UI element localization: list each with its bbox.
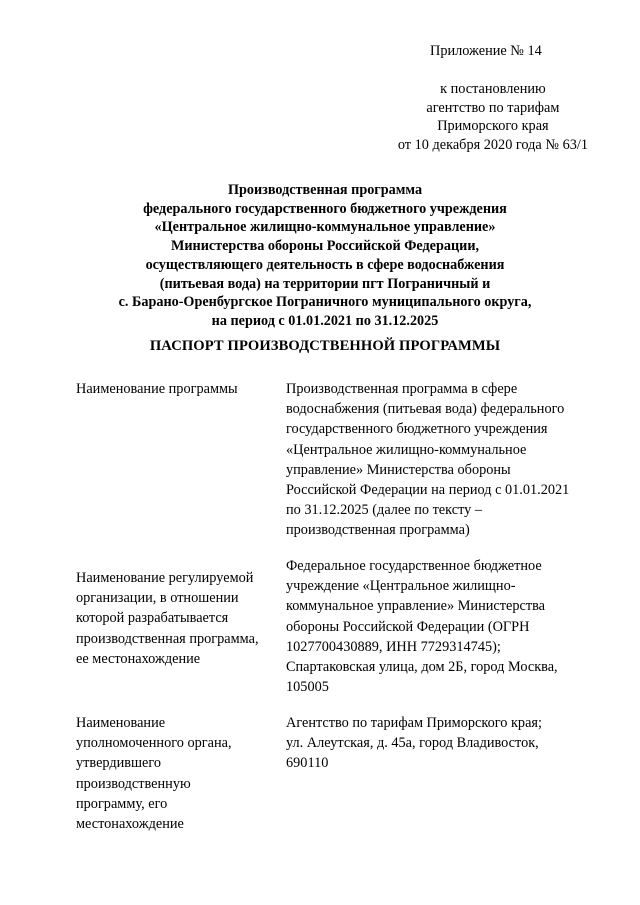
value-line: по 31.12.2025 (далее по тексту –	[286, 502, 483, 519]
document-title	[60, 181, 590, 331]
row-label	[76, 379, 276, 399]
label-line: утвердившего	[76, 755, 162, 772]
value-line: 690110	[286, 755, 329, 772]
title-line: «Центральное жилищно-коммунальное управление»	[154, 219, 496, 236]
row-label	[76, 713, 276, 834]
label-line: ее местонахождение	[76, 650, 201, 667]
value-line: ул. Алеутская, д. 45а, город Владивосток,	[286, 735, 539, 752]
title-line: на период с 01.01.2021 по 31.12.2025	[211, 312, 439, 329]
label-line: программу, его	[76, 795, 168, 812]
value-line: Агентство по тарифам Приморского края;	[286, 715, 542, 731]
label-line: уполномоченного органа,	[76, 735, 232, 752]
value-line: «Центральное жилищно-коммунальное	[286, 441, 527, 458]
title-line: федерального государственного бюджетного учреждения	[143, 200, 507, 217]
value-line: учреждение «Центральное жилищно-	[286, 578, 516, 595]
label-line: Наименование программы	[76, 381, 238, 397]
value-line: 1027700430889, ИНН 7729314745);	[286, 638, 501, 655]
label-line: организации, в отношении	[76, 590, 239, 607]
row-value	[286, 379, 596, 541]
value-line: производственная программа)	[286, 522, 470, 539]
value-line: Спартаковская улица, дом 2Б, город Москва,	[286, 659, 558, 676]
label-line: местонахождение	[76, 816, 184, 833]
label-line: Наименование	[76, 715, 166, 731]
label-line: производственная программа,	[76, 630, 259, 647]
value-line: обороны Российской Федерации (ОГРН	[286, 618, 530, 635]
value-line: Федеральное государственное бюджетное	[286, 558, 542, 574]
decree-line: агентство по тарифам	[426, 99, 560, 116]
value-line: Производственная программа в сфере	[286, 381, 518, 397]
value-line: 105005	[286, 679, 329, 696]
passport-heading: ПАСПОРТ ПРОИЗВОДСТВЕННОЙ ПРОГРАММЫ	[149, 338, 501, 354]
row-value	[286, 556, 596, 697]
decree-line: от 10 декабря 2020 года № 63/1	[397, 136, 588, 153]
row-label	[76, 568, 276, 669]
label-line: производственную	[76, 775, 191, 792]
title-line: осуществляющего деятельность в сфере водоснабжения	[145, 256, 505, 273]
label-line: которой разрабатывается	[76, 610, 229, 627]
decree-reference	[398, 80, 588, 154]
value-line: Российской Федерации на период с 01.01.2021	[286, 482, 570, 499]
title-line: Министерства обороны Российской Федерации,	[170, 238, 480, 255]
decree-line: к постановлению	[440, 81, 546, 97]
decree-line: Приморского края	[437, 118, 549, 135]
title-line: с. Барано-Оренбургское Пограничного муниципального округа,	[118, 294, 532, 311]
label-line: Наименование регулируемой	[76, 570, 254, 586]
appendix-number: Приложение № 14	[430, 43, 542, 59]
value-line: государственного бюджетного учреждения	[286, 421, 548, 438]
value-line: коммунальное управление» Министерства	[286, 598, 545, 615]
title-line: (питьевая вода) на территории пгт Пограничный и	[159, 275, 491, 292]
value-line: водоснабжения (питьевая вода) федерального	[286, 401, 565, 418]
row-value	[286, 713, 596, 774]
title-line: Производственная программа	[227, 182, 423, 198]
value-line: управление» Министерства обороны	[286, 461, 511, 478]
